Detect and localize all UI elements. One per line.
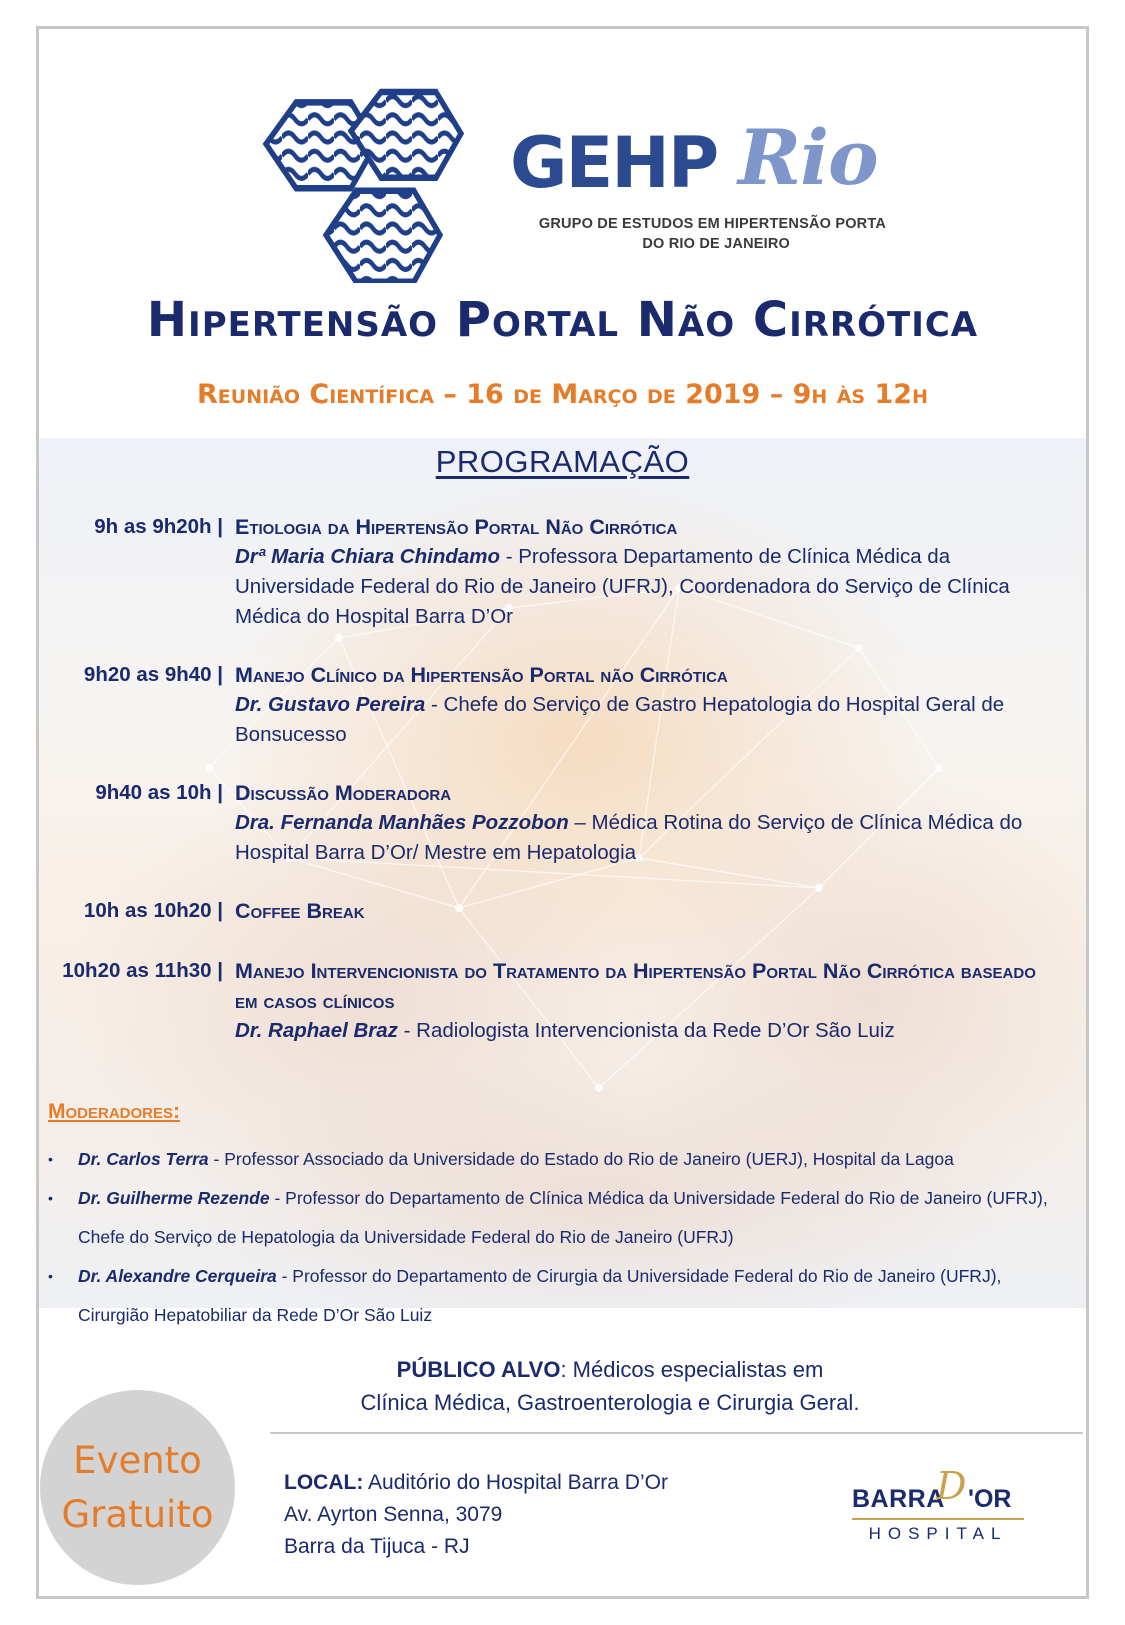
schedule-body xyxy=(235,512,1050,632)
moderator-desc: - Professor Associado da Universidade do Estado do Rio de Janeiro (UERJ), Hospital da Lagoa xyxy=(208,1149,954,1169)
schedule-time: 9h20 as 9h40 | xyxy=(83,663,223,686)
schedule-speaker-line xyxy=(235,542,1050,632)
sponsor-word-or: 'OR xyxy=(968,1485,1012,1513)
moderator-item xyxy=(48,1140,1068,1179)
schedule-speaker: Drª Maria Chiara Chindamo xyxy=(235,545,501,568)
bottom-divider xyxy=(270,1432,1083,1434)
badge-line-2: Gratuito xyxy=(61,1492,214,1536)
location-line-2: Av. Ayrton Senna, 3079 xyxy=(284,1503,503,1526)
gehp-logo-text xyxy=(510,113,890,258)
schedule-body xyxy=(235,896,1050,926)
event-subtitle: Reunião Científica – 16 de Março de 2019 – 9h às 12h xyxy=(197,379,928,410)
schedule-row xyxy=(39,896,1069,926)
schedule-topic: Manejo Intervencionista do Tratamento da Hipertensão Portal Não Cirrótica baseado em casos clínicos xyxy=(235,959,1036,1013)
schedule-body xyxy=(235,778,1050,868)
schedule-row xyxy=(39,778,1069,868)
program-heading: PROGRAMAÇÃO xyxy=(435,444,690,479)
schedule-topic: Coffee Break xyxy=(235,899,365,923)
free-event-badge xyxy=(40,1390,235,1585)
moderators-list xyxy=(48,1140,1068,1335)
schedule-speaker: Dr. Gustavo Pereira xyxy=(235,693,426,716)
schedule-time: 9h as 9h20h | xyxy=(94,515,223,538)
logo-main-word: GEHP xyxy=(510,122,718,204)
bullet-icon: • xyxy=(48,1151,53,1167)
audience-label: PÚBLICO ALVO xyxy=(396,1357,561,1382)
schedule-time: 10h20 as 11h30 | xyxy=(62,959,223,982)
logo-subtitle xyxy=(516,214,886,254)
logo-subtitle-line-1: GRUPO DE ESTUDOS EM HIPERTENSÃO PORTA xyxy=(538,216,886,232)
schedule-speaker: Dra. Fernanda Manhães Pozzobon xyxy=(235,811,569,834)
schedule-speaker-desc: - Chefe do Serviço de Gastro Hepatologia do Hospital Geral de Bonsucesso xyxy=(235,693,1005,746)
schedule-speaker: Dr. Raphael Braz xyxy=(235,1019,398,1042)
logo-subtitle-line-2: DO RIO DE JANEIRO xyxy=(642,236,790,252)
schedule-topic: Manejo Clínico da Hipertensão Portal não Cirrótica xyxy=(235,663,728,687)
audience-line-2: Clínica Médica, Gastroenterologia e Cirurgia Geral. xyxy=(360,1390,860,1415)
audience-text-1: : Médicos especialistas em xyxy=(560,1357,824,1382)
bullet-icon: • xyxy=(48,1268,53,1284)
schedule-topic: Discussão Moderadora xyxy=(235,781,452,805)
schedule-row xyxy=(39,660,1069,750)
location-venue: Auditório do Hospital Barra D’Or xyxy=(363,1471,668,1494)
gehp-hexagon-logo-icon xyxy=(258,78,483,283)
schedule-topic: Etiologia da Hipertensão Portal Não Cirrótica xyxy=(235,515,678,539)
schedule-speaker-line xyxy=(235,690,1050,750)
schedule-speaker-desc: - Radiologista Intervencionista da Rede D’Or São Luiz xyxy=(397,1019,895,1042)
schedule-speaker-line xyxy=(235,1016,1050,1046)
page-title: Hipertensão Portal Não Cirrótica xyxy=(146,292,979,348)
moderator-item xyxy=(48,1179,1068,1257)
schedule-speaker-line xyxy=(235,808,1050,868)
schedule-row xyxy=(39,512,1069,632)
schedule-speaker-desc: – Médica Rotina do Serviço de Clínica Médica do Hospital Barra D’Or/ Mestre em Hepatologia xyxy=(235,811,1023,864)
moderator-item xyxy=(48,1257,1068,1335)
moderators-heading: Moderadores: xyxy=(48,1100,180,1123)
schedule-time: 9h40 as 10h | xyxy=(95,781,223,804)
sponsor-script-d: D xyxy=(936,1464,967,1508)
sponsor-word-hospital: HOSPITAL xyxy=(868,1524,1008,1543)
moderator-desc: - Professor do Departamento de Cirurgia da Universidade Federal do Rio de Janeiro (UFRJ), Cirurgião Hepatobiliar da Rede D’Or São Luiz xyxy=(78,1266,1002,1325)
schedule xyxy=(39,512,1069,1046)
moderator-name: Dr. Alexandre Cerqueira xyxy=(78,1266,277,1286)
event-location xyxy=(284,1467,668,1563)
schedule-body xyxy=(235,660,1050,750)
schedule-time: 10h as 10h20 | xyxy=(83,899,223,922)
target-audience xyxy=(270,1353,950,1419)
sponsor-word-barra: BARRA xyxy=(852,1485,945,1513)
barra-dor-hospital-logo xyxy=(852,1464,1032,1552)
moderator-name: Dr. Guilherme Rezende xyxy=(78,1188,270,1208)
badge-line-1: Evento xyxy=(73,1438,202,1482)
moderator-desc: - Professor do Departamento de Clínica Médica da Universidade Federal do Rio de Janeiro (UFRJ), Chefe do Serviço de Hepatologia da Universidade Federal do Rio de Janeiro (UFRJ) xyxy=(78,1188,1048,1247)
logo-script-word: Rio xyxy=(738,113,878,202)
schedule-row xyxy=(39,956,1069,1046)
location-line-3: Barra da Tijuca - RJ xyxy=(284,1535,470,1558)
sponsor-underline xyxy=(852,1518,1024,1520)
schedule-body xyxy=(235,956,1050,1046)
location-line-1 xyxy=(284,1467,668,1499)
location-label: LOCAL: xyxy=(284,1471,364,1494)
bullet-icon: • xyxy=(48,1190,53,1206)
schedule-speaker-desc: - Professora Departamento de Clínica Médica da Universidade Federal do Rio de Janeiro (UFRJ), Coordenadora do Serviço de Clínica Médica do Hospital Barra D’Or xyxy=(235,545,1010,628)
moderator-name: Dr. Carlos Terra xyxy=(78,1149,209,1169)
audience-line-1 xyxy=(270,1353,950,1386)
